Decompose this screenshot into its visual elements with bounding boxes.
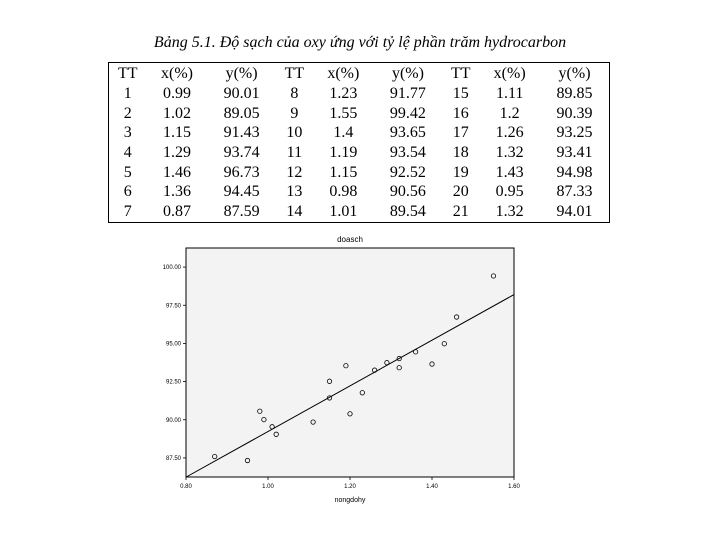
y-tick-label: 100.00 <box>162 265 181 272</box>
table-caption: Bảng 5.1. Độ sạch của oxy ứng với tỷ lệ phần trăm hydrocarbon <box>153 34 567 51</box>
column-header: y(%) <box>391 65 424 83</box>
table-cell: 17 <box>452 124 469 142</box>
table-cell: 1.32 <box>495 144 524 162</box>
y-tick-label: 87.50 <box>165 455 181 462</box>
y-tick-label: 97.50 <box>165 303 181 310</box>
table-cell: 1.32 <box>495 203 524 221</box>
table-row <box>109 123 610 143</box>
table-cell: 5 <box>123 163 132 181</box>
table-cell: 1.19 <box>329 144 358 162</box>
table-cell: 21 <box>452 203 469 221</box>
table-cell: 90.56 <box>389 183 426 201</box>
table-cell: 93.65 <box>389 124 426 142</box>
table-cell: 92.52 <box>389 163 426 181</box>
table-cell: 4 <box>123 144 132 162</box>
table-cell: 20 <box>452 183 469 201</box>
table-cell: 1.26 <box>495 124 524 142</box>
column-header: TT <box>450 65 471 83</box>
column-header: y(%) <box>558 65 591 83</box>
table-cell: 87.59 <box>223 203 260 221</box>
table-cell: 1.46 <box>162 163 191 181</box>
table-cell: 93.74 <box>223 144 260 162</box>
y-tick-label: 95.00 <box>165 341 181 348</box>
table-cell: 6 <box>123 183 132 201</box>
table-cell: 1.36 <box>162 183 191 201</box>
table-cell: 15 <box>452 85 469 103</box>
table-row <box>109 182 610 202</box>
table-cell: 19 <box>452 163 469 181</box>
table-cell: 1.11 <box>495 85 524 103</box>
table-cell: 94.01 <box>556 203 593 221</box>
table-cell: 99.42 <box>389 104 426 122</box>
table-cell: 1.02 <box>162 104 191 122</box>
table-cell: 11 <box>286 144 303 162</box>
table-cell: 1.29 <box>162 144 191 162</box>
table-cell: 93.41 <box>556 144 593 162</box>
table-cell: 93.54 <box>389 144 426 162</box>
table-cell: 90.39 <box>556 104 593 122</box>
table-cell: 18 <box>452 144 469 162</box>
table-cell: 94.98 <box>556 163 593 181</box>
table-cell: 1 <box>123 85 132 103</box>
data-table <box>108 62 610 223</box>
table-cell: 2 <box>123 104 132 122</box>
x-tick-label: 1.60 <box>508 484 520 490</box>
table-cell: 1.15 <box>162 124 191 142</box>
table-body <box>109 84 610 222</box>
table-cell: 16 <box>452 104 469 122</box>
table-cell: 1.2 <box>499 104 520 122</box>
table-cell: 0.99 <box>162 85 191 103</box>
table-cell: 1.01 <box>329 203 358 221</box>
table-row <box>109 103 610 123</box>
table-cell: 87.33 <box>556 183 593 201</box>
chart-title: doasch <box>337 235 363 244</box>
table-cell: 1.43 <box>495 163 524 181</box>
column-header: TT <box>284 65 305 83</box>
table-cell: 89.05 <box>223 104 260 122</box>
table-cell: 0.95 <box>495 183 524 201</box>
x-tick-label: 1.40 <box>426 484 438 490</box>
table-cell: 12 <box>286 163 303 181</box>
table-cell: 89.54 <box>389 203 426 221</box>
plot-area <box>186 248 514 477</box>
column-header: x(%) <box>160 65 193 83</box>
table-cell: 89.85 <box>556 85 593 103</box>
column-header: x(%) <box>493 65 526 83</box>
table-cell: 13 <box>286 183 303 201</box>
table-row <box>109 84 610 104</box>
x-tick-label: 0.80 <box>180 484 192 490</box>
table-row <box>109 143 610 163</box>
table-cell: 10 <box>286 124 303 142</box>
x-axis-label: nongdohy <box>334 497 366 504</box>
table-cell: 9 <box>290 104 299 122</box>
table-cell: 1.23 <box>329 85 358 103</box>
table-cell: 90.01 <box>223 85 260 103</box>
table-cell: 93.25 <box>556 124 593 142</box>
x-tick-label: 1.00 <box>262 484 274 490</box>
table-cell: 1.55 <box>329 104 358 122</box>
table-cell: 1.4 <box>333 124 354 142</box>
table-cell: 14 <box>286 203 303 221</box>
table-cell: 7 <box>123 203 132 221</box>
table-header-row <box>109 63 610 84</box>
table-cell: 91.43 <box>223 124 260 142</box>
table-cell: 0.98 <box>329 183 358 201</box>
scatter-chart <box>140 230 520 508</box>
table-cell: 91.77 <box>389 85 426 103</box>
y-tick-label: 90.00 <box>165 417 181 424</box>
y-tick-label: 92.50 <box>165 379 181 386</box>
table-row <box>109 202 610 222</box>
column-header: y(%) <box>225 65 258 83</box>
table-row <box>109 162 610 182</box>
column-header: x(%) <box>327 65 360 83</box>
x-tick-label: 1.20 <box>344 484 356 490</box>
table-cell: 96.73 <box>223 163 260 181</box>
table-cell: 1.15 <box>329 163 358 181</box>
column-header: TT <box>118 65 138 83</box>
table-cell: 3 <box>123 124 132 142</box>
table-cell: 8 <box>290 85 299 103</box>
table-cell: 94.45 <box>223 183 260 201</box>
table-cell: 0.87 <box>162 203 191 221</box>
